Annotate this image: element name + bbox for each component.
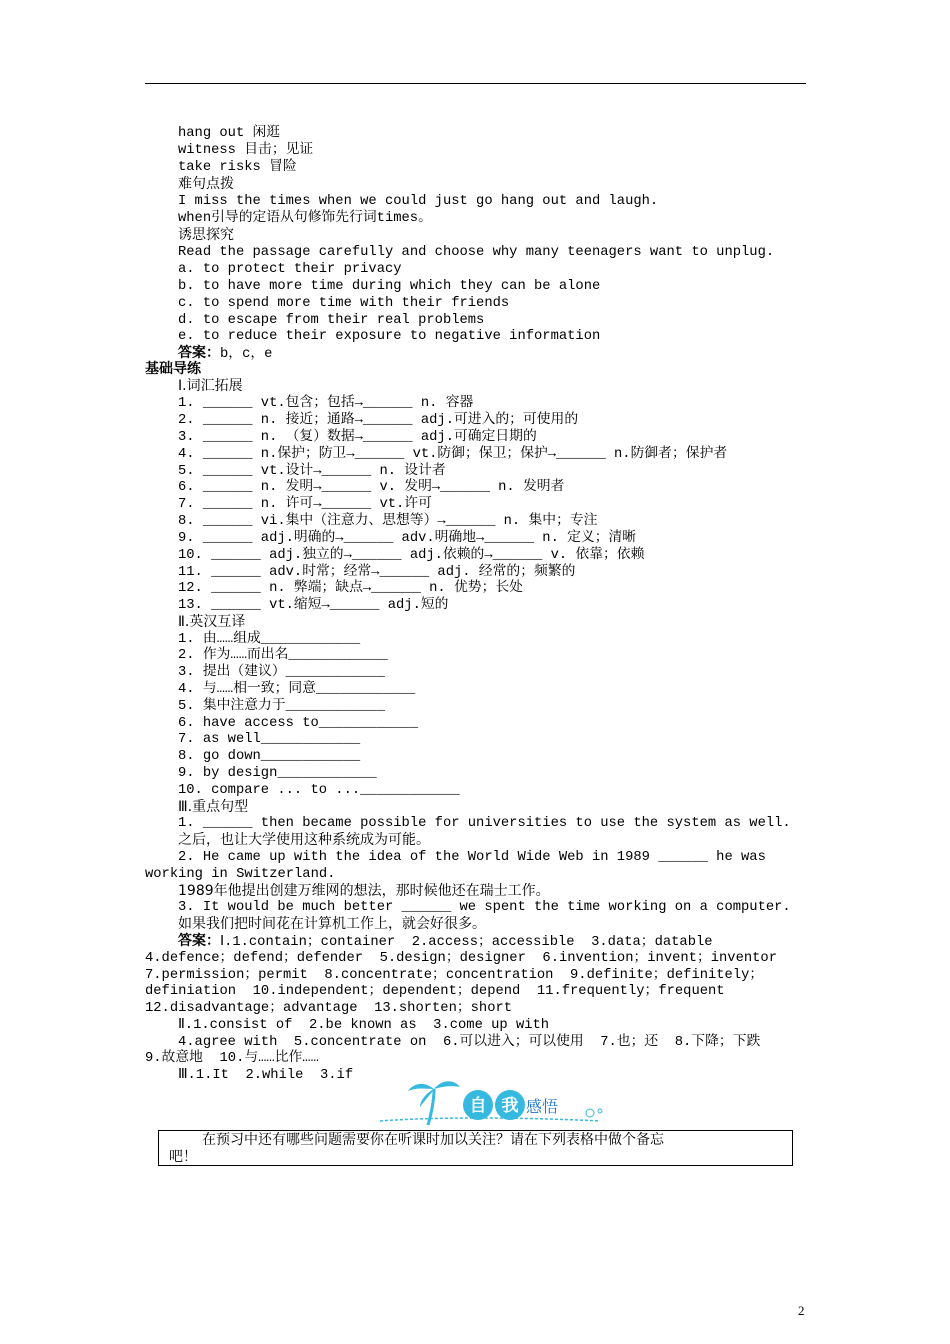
- part2-item: 2. 作为……而出名____________: [178, 648, 388, 663]
- part2-item: 3. 提出（建议）____________: [178, 665, 385, 680]
- header-rule: [145, 83, 806, 84]
- explore-question: Read the passage carefully and choose why many teenagers want to unplug.: [178, 245, 775, 260]
- reflection-title-char-1: 自: [469, 1096, 487, 1116]
- answers-line: 12.disadvantage；advantage 13.shorten；short: [145, 1001, 513, 1016]
- answers-line: 9.故意地 10.与……比作……: [145, 1051, 319, 1066]
- part3-line: working in Switzerland.: [145, 867, 336, 882]
- part1-item: 2. ______ n. 接近；通路→______ adj.可进入的；可使用的: [178, 413, 579, 428]
- difficult-sentence: I miss the times when we could just go hang out and laugh.: [178, 194, 659, 209]
- part3-line: 2. He came up with the idea of the World Wide Web in 1989 ______ he was: [178, 850, 766, 865]
- explore-answer-line: [178, 345, 272, 362]
- part3-line: 之后，也让大学使用这种系统成为可能。: [178, 832, 430, 848]
- answers-line: definiation 10.independent；dependent；depend 11.frequently；frequent: [145, 984, 725, 999]
- part3-line: 如果我们把时间花在计算机工作上，就会好很多。: [178, 916, 486, 932]
- answers-line: Ⅲ.1.It 2.while 3.if: [178, 1068, 354, 1083]
- difficult-heading: 难句点拨: [178, 176, 234, 192]
- answers-line: 7.permission；permit 8.concentrate；concentration 9.definite；definitely；: [145, 968, 764, 983]
- reflection-title: 自我感悟: [370, 1075, 374, 1076]
- explore-answer: b，c，e: [220, 347, 273, 362]
- explore-option: c. to spend more time with their friends: [178, 296, 510, 311]
- answers-line: 4.defence；defend；defender 5.design；designer 6.invention；invent；inventor: [145, 951, 777, 966]
- part2-item: 9. by design____________: [178, 766, 377, 781]
- part2-item: 6. have access to____________: [178, 716, 419, 731]
- explore-option: a. to protect their privacy: [178, 262, 402, 277]
- answers-line: Ⅱ.1.consist of 2.be known as 3.come up with: [178, 1018, 550, 1033]
- explore-option: d. to escape from their real problems: [178, 313, 485, 328]
- part1-item: 5. ______ vt.设计→______ n. 设计者: [178, 464, 446, 479]
- part2-heading: Ⅱ.英汉互译: [178, 614, 246, 630]
- reflection-title-char-2: 我: [501, 1096, 519, 1116]
- part1-item: 8. ______ vi.集中（注意力、思想等）→______ n. 集中；专注: [178, 514, 598, 529]
- difficult-note: when引导的定语从句修饰先行词times。: [178, 211, 432, 226]
- part1-heading: Ⅰ.词汇拓展: [178, 378, 243, 394]
- part2-item: 5. 集中注意力于____________: [178, 699, 385, 714]
- answers-label: 答案：: [178, 933, 220, 949]
- page-number: 2: [798, 1303, 805, 1318]
- explore-answer-label: 答案：: [178, 345, 220, 361]
- part2-item: 4. 与……相一致；同意____________: [178, 682, 416, 697]
- part1-item: 3. ______ n. （复）数据→______ adj.可确定日期的: [178, 430, 537, 445]
- reflection-banner: [370, 1075, 610, 1131]
- part3-heading: Ⅲ.重点句型: [178, 799, 249, 815]
- part3-line: 1. ______ then became possible for universities to use the system as well.: [178, 816, 791, 831]
- part1-item: 6. ______ n. 发明→______ v. 发明→______ n. 发明者: [178, 480, 565, 495]
- part1-item: 1. ______ vt.包含；包括→______ n. 容器: [178, 396, 474, 411]
- vocab-line-2: witness 目击；见证: [178, 143, 314, 158]
- answers-text: Ⅰ.1.contain；container 2.access；accessible 3.data；datable: [220, 935, 713, 950]
- explore-heading: 诱思探究: [178, 227, 234, 243]
- part3-line: 3. It would be much better ______ we spent the time working on a computer.: [178, 900, 791, 915]
- part2-item: 1. 由……组成____________: [178, 632, 361, 647]
- part1-item: 11. ______ adv.时常；经常→______ adj. 经常的；频繁的: [178, 565, 576, 580]
- part1-item: 9. ______ adj.明确的→______ adv.明确地→______ n. 定义；清晰: [178, 531, 637, 546]
- vocab-line-1: hang out 闲逛: [178, 126, 281, 141]
- reflection-text-1: 在预习中还有哪些问题需要你在听课时加以关注？请在下列表格中做个备忘: [202, 1132, 664, 1148]
- part1-item: 4. ______ n.保护；防卫→______ vt.防御；保卫；保护→______ n.防御者；保护者: [178, 447, 728, 462]
- part2-item: 8. go down____________: [178, 749, 361, 764]
- vocab-line-3: take risks 冒险: [178, 160, 297, 175]
- part1-item: 12. ______ n. 弊端；缺点→______ n. 优势；长处: [178, 581, 523, 596]
- part3-line: 1989年他提出创建万维网的想法，那时候他还在瑞士工作。: [178, 883, 550, 899]
- reflection-text-2: 吧！: [169, 1149, 197, 1165]
- part1-item: 7. ______ n. 许可→______ vt.许可: [178, 497, 432, 512]
- explore-option: b. to have more time during which they can be alone: [178, 279, 601, 294]
- reflection-box: [158, 1130, 793, 1166]
- section-heading: 基础导练: [145, 361, 201, 377]
- answers-line: 4.agree with 5.concentrate on 6.可以进入；可以使用 7.也；还 8.下降；下跌: [178, 1035, 761, 1050]
- part2-item: 10. compare ... to ...____________: [178, 783, 460, 798]
- part2-item: 7. as well____________: [178, 732, 361, 747]
- part1-item: 13. ______ vt.缩短→______ adj.短的: [178, 598, 449, 613]
- reflection-title-rest: 感悟: [526, 1097, 559, 1116]
- part1-item: 10. ______ adj.独立的→______ adj.依赖的→______ v. 依靠；依赖: [178, 548, 645, 563]
- answers-line: [178, 933, 713, 950]
- explore-option: e. to reduce their exposure to negative information: [178, 329, 601, 344]
